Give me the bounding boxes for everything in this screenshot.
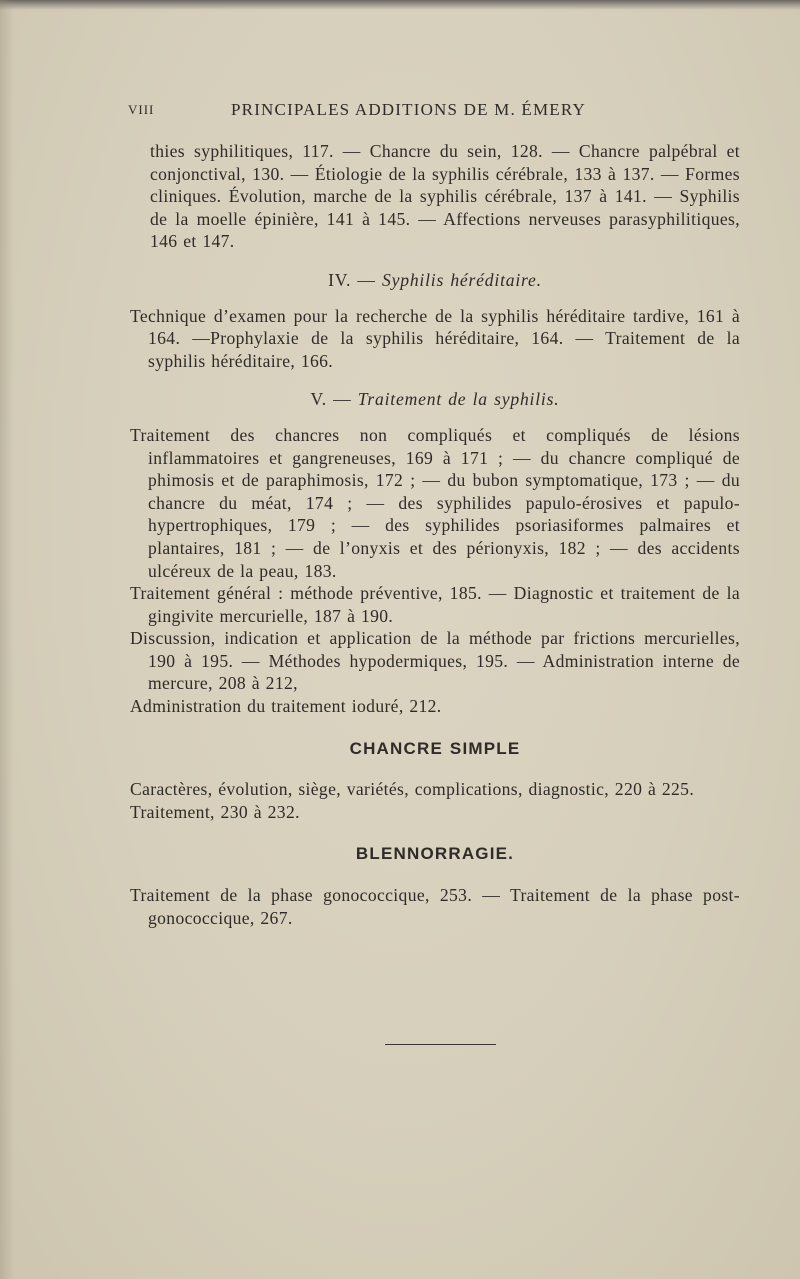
page-number: VIII: [128, 102, 155, 117]
running-title: PRINCIPALES ADDITIONS DE M. ÉMERY: [231, 100, 586, 119]
closing-rule: [385, 1044, 496, 1045]
page-header: [128, 100, 740, 126]
chancre-simple-heading: CHANCRE SIMPLE: [349, 738, 521, 758]
section-5-numeral: V. —: [310, 389, 358, 410]
section-4-heading: [130, 269, 740, 292]
section-5-title: Traitement de la syphilis.: [357, 389, 560, 410]
page-top-shadow: [0, 0, 800, 10]
section-5-paragraph: Traitement des chancres non compliqués et compliqués de lésions inflammatoires et gangreneuses, 169 à 171 ; — du chancre compliqué de phimosis et de paraphimosis, 172 ; — du bubon symptomatique, 173 ; — du chancre du méat, 174 ; — des syphilides papulo-érosives et papulo-hypertrophiques, 179 ; — des syphilides psoriasiformes palmaires et plantaires, 181 ; — de l’onyxis et des périonyxis, 182 ; — des accidents ulcéreux de la peau, 183.: [130, 424, 740, 581]
page-left-edge: [0, 0, 14, 1279]
intro-paragraph: thies syphilitiques, 117. — Chancre du sein, 128. — Chancre palpébral et conjonctival, 130. — Étiologie de la syphilis cérébrale, 133 à 137. — Formes cliniques. Évolution, marche de la syphilis cérébrale, 137 à 141. — Syphilis de la moelle épinière, 141 à 145. — Affections nerveuses parasyphilitiques, 146 et 147.: [150, 141, 740, 252]
section-5-paragraph: Discussion, indication et application de la méthode par frictions mercurielles, 190 à 195. — Méthodes hypodermiques, 195. — Administration interne de mercure, 208 à 212,: [130, 628, 740, 694]
section-5-paragraph: Traitement général : méthode préventive, 185. — Diagnostic et traitement de la gingivite mercurielle, 187 à 190.: [130, 583, 740, 626]
section-4-numeral: IV. —: [328, 269, 383, 290]
blennorragie-paragraph: Traitement de la phase gonococcique, 253. — Traitement de la phase post-gonococcique, 267.: [130, 885, 740, 928]
section-5-paragraph: Administration du traitement ioduré, 212.: [130, 696, 442, 717]
chancre-paragraph: Traitement, 230 à 232.: [130, 801, 300, 822]
chancre-paragraph: Caractères, évolution, siège, variétés, complications, diagnostic, 220 à 225.: [130, 779, 695, 800]
blennorragie-heading: BLENNORRAGIE.: [355, 844, 515, 864]
section-4-paragraph: Technique d’examen pour la recherche de la syphilis héréditaire tardive, 161 à 164. —Prophylaxie de la syphilis héréditaire, 164. — Traitement de la syphilis héréditaire, 166.: [130, 305, 740, 371]
section-4-title: Syphilis héréditaire.: [382, 269, 542, 290]
page-content: [130, 140, 740, 929]
section-5-heading: [130, 388, 740, 411]
